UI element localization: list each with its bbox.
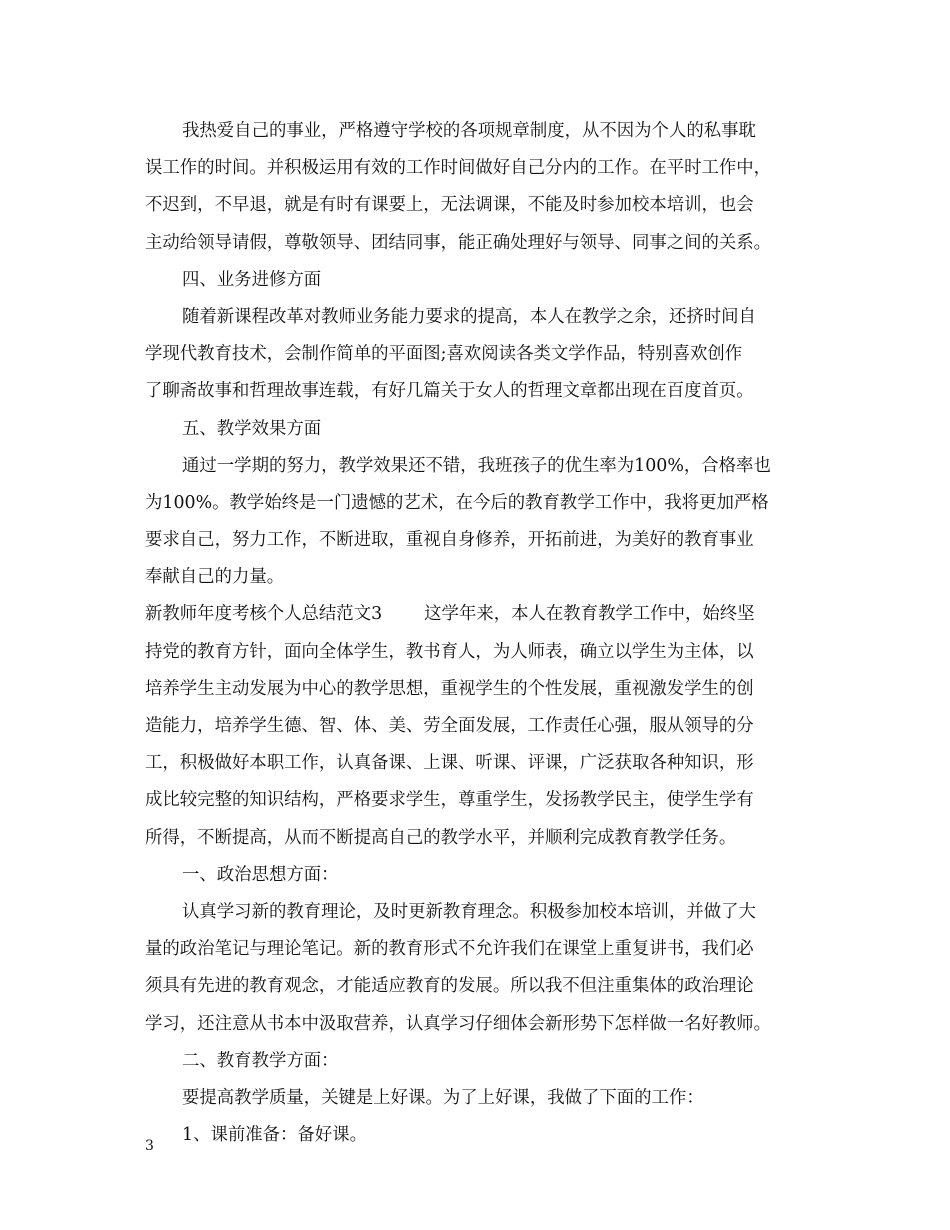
paragraph-line: 认真学习新的教育理论，及时更新教育理念。积极参加校本培训，并做了大 bbox=[182, 901, 756, 922]
section-heading: 四、业务进修方面 bbox=[182, 269, 322, 290]
paragraph-line: 所得，不断提高，从而不断提高自己的教学水平，并顺利完成教育教学任务。 bbox=[145, 827, 737, 848]
paragraph-line: 要提高教学质量，关键是上好课。为了上好课，我做了下面的工作： bbox=[182, 1087, 704, 1108]
paragraph-line: 主动给领导请假，尊敬领导、团结同事，能正确处理好与领导、同事之间的关系。 bbox=[145, 232, 772, 253]
paragraph-line: 随着新课程改革对教师业务能力要求的提高，本人在教学之余，还挤时间自 bbox=[182, 306, 756, 327]
paragraph-line: 要求自己，努力工作，不断进取，重视自身修养，开拓前进，为美好的教育事业 bbox=[145, 530, 754, 551]
paragraph-line: 须具有先进的教育观念，才能适应教育的发展。所以我不但注重集体的政治理论 bbox=[145, 976, 754, 997]
paragraph-line: 成比较完整的知识结构，严格要求学生，尊重学生，发扬教学民主，使学生学有 bbox=[145, 790, 754, 811]
list-item: 1、课前准备：备好课。 bbox=[182, 1125, 367, 1146]
article-title: 新教师年度考核个人总结范文3 bbox=[145, 604, 383, 625]
paragraph-line: 误工作的时间。并积极运用有效的工作时间做好自己分内的工作。在平时工作中， bbox=[145, 158, 772, 179]
document-body bbox=[145, 113, 805, 1154]
paragraph-line: 培养学生主动发展为中心的教学思想，重视学生的个性发展，重视激发学生的创 bbox=[145, 678, 754, 699]
section-heading: 一、政治思想方面： bbox=[182, 864, 339, 885]
section-heading: 二、教育教学方面： bbox=[182, 1050, 339, 1071]
paragraph-line: 了聊斋故事和哲理故事连载，有好几篇关于女人的哲理文章都出现在百度首页。 bbox=[145, 381, 754, 402]
paragraph-line: 工，积极做好本职工作，认真备课、上课、听课、评课，广泛获取各种知识，形 bbox=[145, 753, 754, 774]
paragraph-line: 学现代教育技术，会制作简单的平面图;喜欢阅读各类文学作品，特别喜欢创作 bbox=[145, 344, 743, 365]
paragraph-line: 学习，还注意从书本中汲取营养，认真学习仔细体会新形势下怎样做一名好教师。 bbox=[145, 1013, 772, 1034]
section-heading: 五、教学效果方面 bbox=[182, 418, 322, 439]
paragraph-line: 造能力，培养学生德、智、体、美、劳全面发展，工作责任心强，服从领导的分 bbox=[145, 716, 754, 736]
paragraph-line: 不迟到，不早退，就是有时有课要上，无法调课，不能及时参加校本培训，也会 bbox=[145, 195, 754, 216]
paragraph-line: 量的政治笔记与理论笔记。新的教育形式不允许我们在课堂上重复讲书，我们必 bbox=[145, 939, 754, 960]
paragraph-line: 通过一学期的努力，教学效果还不错，我班孩子的优生率为100%，合格率也 bbox=[182, 455, 771, 476]
paragraph-line: 我热爱自己的事业，严格遵守学校的各项规章制度，从不因为个人的私事耽 bbox=[182, 121, 756, 141]
paragraph-line: 为100%。教学始终是一门遗憾的艺术，在今后的教育教学工作中，我将更加严格 bbox=[145, 492, 769, 513]
paragraph-line: 奉献自己的力量。 bbox=[145, 567, 285, 588]
paragraph-line: 持党的教育方针，面向全体学生，教书育人，为人师表，确立以学生为主体，以 bbox=[145, 641, 754, 662]
paragraph-text: 这学年来，本人在教育教学工作中，始终坚 bbox=[424, 604, 755, 625]
page-number: 3 bbox=[145, 1138, 154, 1154]
article-title-line bbox=[145, 596, 805, 633]
